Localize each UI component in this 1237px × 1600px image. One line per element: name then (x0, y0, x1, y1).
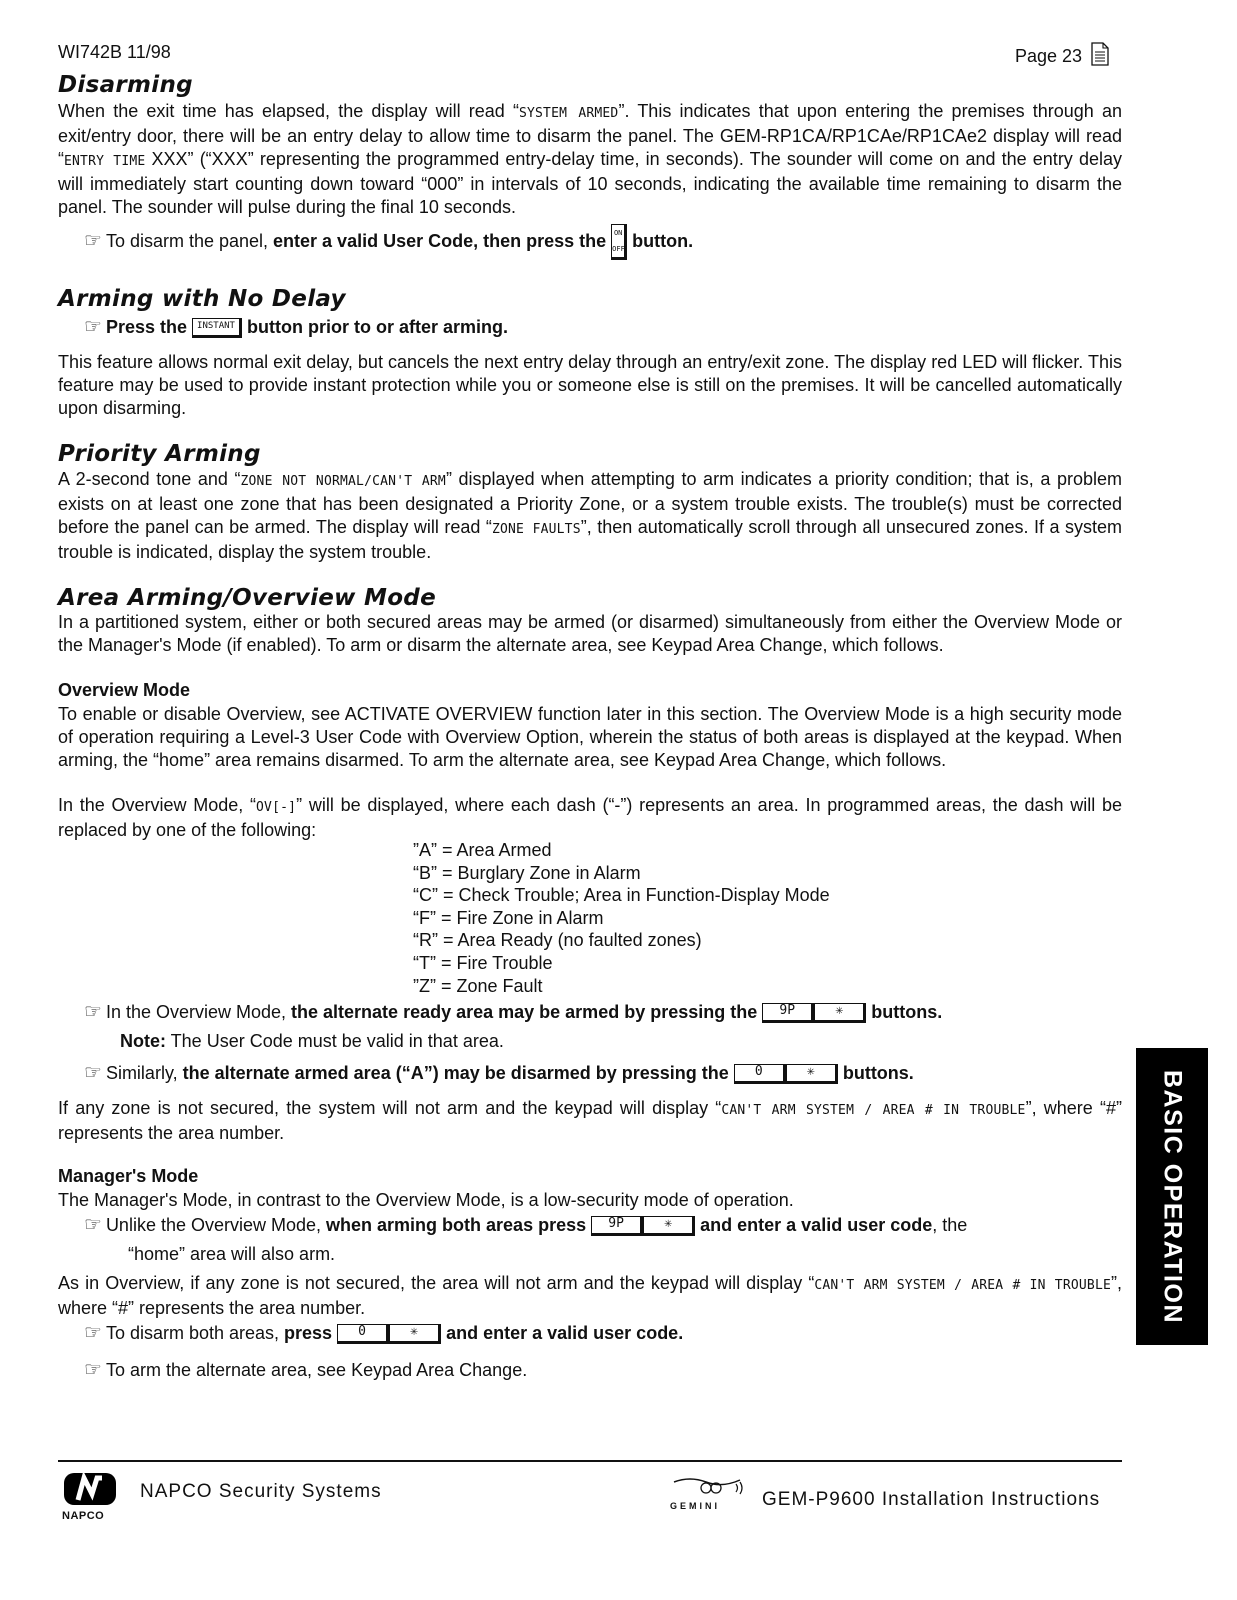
overview-note: Note: The User Code must be valid in that area. (120, 1031, 504, 1051)
manager-bullet-alternate: ☞ To arm the alternate area, see Keypad Area Change. (84, 1359, 528, 1381)
priority-paragraph: A 2-second tone and “ZONE NOT NORMAL/CAN'T ARM” displayed when attempting to arm indicates a priority condition; that is, a problem exists on at least one zone that has been designated a Priority Zone, or a system trouble exists. The trouble(s) must be corrected before the panel can be armed. The display will read “ZONE FAULTS”, then automatically scroll through all unsecured zones. If a system trouble is indicated, display the system trouble. (58, 469, 1122, 562)
area-title: Area Arming/Overview Mode (58, 585, 436, 611)
lcd-text: ZONE NOT NORMAL/CAN'T ARM (240, 474, 446, 489)
manager-title: Manager's Mode (58, 1166, 199, 1186)
manager-bullet-disarm: ☞ To disarm both areas, press 0 ✳ and enter a valid user code. (84, 1322, 684, 1344)
key-0: 0 (337, 1324, 389, 1344)
gemini-logo (670, 1476, 750, 1511)
priority-title: Priority Arming (58, 441, 261, 467)
overview-bullet-disarm: ☞ Similarly, the alternate armed area (“A”) may be disarmed by pressing the 0 ✳ buttons. (84, 1062, 914, 1084)
no-delay-title: Arming with No Delay (58, 286, 346, 312)
pointing-hand-icon: ☞ (84, 1359, 102, 1381)
napco-logo-icon (62, 1472, 118, 1506)
key-star: ✳ (786, 1064, 838, 1084)
overview-paragraph-3: If any zone is not secured, the system will not arm and the keypad will display “CAN'T ARM SYSTEM / AREA # IN TROUBLE”, where “#” represents the area number. (58, 1098, 1122, 1143)
lcd-text: CAN'T ARM SYSTEM / AREA # IN TROUBLE (721, 1103, 1026, 1118)
page-number-text: Page 23 (1015, 46, 1083, 66)
disarming-paragraph: When the exit time has elapsed, the display will read “SYSTEM ARMED”. This indicates that upon entering the premises through an exit/entry door, there will be an entry delay to allow time to disarm the panel. The GEM-RP1CA/RP1CAe/RP1CAe2 display will read “ENTRY TIME XXX” (“XXX” representing the programmed entry-delay time, in seconds). The sounder will come on and the entry delay will immediately start counting down toward “000” in intervals of 10 seconds, indicating the available time remaining to disarm the panel. The sounder will pulse during the final 10 seconds. (58, 101, 1122, 217)
overview-paragraph-2: In the Overview Mode, “OV[-]” will be displayed, where each dash (“-”) represents an area. In programmed areas, the dash will be replaced by one of the following: (58, 795, 1123, 840)
legend-item: ”Z” = Zone Fault (413, 975, 543, 996)
lcd-text: CAN'T ARM SYSTEM / AREA # IN TROUBLE (814, 1278, 1111, 1293)
pointing-hand-icon: ☞ (84, 1322, 102, 1344)
pointing-hand-icon: ☞ (84, 1001, 102, 1023)
pointing-hand-icon: ☞ (84, 316, 102, 338)
legend-item: ”A” = Area Armed (413, 840, 552, 860)
doc-id: WI742B 11/98 (58, 42, 171, 62)
no-delay-paragraph: This feature allows normal exit delay, but cancels the next entry delay through an entry/exit zone. The display red LED will flicker. This feature may be used to provide instant protection while you or someone else is still on the premises. It will be cancelled automatically upon disarming. (58, 352, 1122, 418)
overview-paragraph-1: To enable or disable Overview, see ACTIVATE OVERVIEW function later in this section. The Overview Mode is a high security mode of operation requiring a Level-3 User Code with Overview Option, wherein the status of both areas is displayed at the keypad. When arming, the “home” area remains disarmed. To arm the alternate area, see Keypad Area Change, which follows. (58, 704, 1122, 770)
overview-title: Overview Mode (58, 680, 191, 700)
key-9p: 9P (762, 1003, 814, 1023)
manager-paragraph-1: The Manager's Mode, in contrast to the Overview Mode, is a low-security mode of operation. (58, 1190, 794, 1210)
key-star: ✳ (814, 1003, 866, 1023)
disarming-bullet: ☞ To disarm the panel, enter a valid User Code, then press the ON OFF button. (84, 224, 693, 260)
lcd-text: ZONE FAULTS (491, 522, 581, 537)
disarming-title: Disarming (58, 72, 193, 98)
instant-key: INSTANT (192, 318, 242, 338)
gemini-logo-icon (670, 1476, 748, 1500)
key-0: 0 (734, 1064, 786, 1084)
legend-item: “T” = Fire Trouble (413, 952, 553, 973)
lcd-text: SYSTEM ARMED (518, 106, 619, 121)
pointing-hand-icon: ☞ (84, 229, 102, 252)
page-icon (1091, 42, 1109, 66)
legend-item: “C” = Check Trouble; Area in Function-Display Mode (413, 885, 830, 906)
no-delay-bullet: ☞ Press the INSTANT button prior to or after arming. (84, 316, 509, 338)
on-off-key: ON OFF (611, 224, 627, 260)
footer-rule (58, 1460, 1122, 1462)
lcd-text: OV[-] (256, 800, 297, 815)
napco-logo-text: NAPCO (62, 1510, 105, 1522)
pointing-hand-icon: ☞ (84, 1214, 102, 1236)
manager-bullet-arm-cont: “home” area will also arm. (128, 1244, 336, 1264)
lcd-text: ENTRY TIME (64, 154, 146, 169)
legend-item: “R” = Area Ready (no faulted zones) (413, 930, 702, 951)
footer-doc: GEM-P9600 Installation Instructions (762, 1489, 1101, 1510)
page-number (1015, 42, 1109, 67)
key-star: ✳ (389, 1324, 441, 1344)
napco-logo (62, 1472, 122, 1522)
legend-item: “B” = Burglary Zone in Alarm (413, 862, 641, 883)
overview-bullet-arm: ☞ In the Overview Mode, the alternate ready area may be armed by pressing the 9P ✳ buttons. (84, 1001, 943, 1023)
status-legend (413, 839, 830, 997)
area-paragraph: In a partitioned system, either or both secured areas may be armed (or disarmed) simultaneously from either the Overview Mode or the Manager's Mode (if enabled). To arm or disarm the alternate area, see Keypad Area Change, which follows. (58, 612, 1122, 655)
key-star: ✳ (643, 1216, 695, 1236)
manager-paragraph-2: As in Overview, if any zone is not secured, the area will not arm and the keypad will display “CAN'T ARM SYSTEM / AREA # IN TROUBLE”, where “#” represents the area number. (58, 1273, 1122, 1318)
legend-item: “F” = Fire Zone in Alarm (413, 907, 604, 928)
pointing-hand-icon: ☞ (84, 1062, 102, 1084)
key-9p: 9P (591, 1216, 643, 1236)
section-side-tab (1136, 1048, 1208, 1345)
side-tab-label: BASIC OPERATION (1158, 1069, 1187, 1324)
manager-bullet-arm: ☞ Unlike the Overview Mode, when arming both areas press 9P ✳ and enter a valid user code, the (84, 1214, 968, 1236)
footer-company: NAPCO Security Systems (140, 1481, 382, 1502)
gemini-logo-text: GEMINI (670, 1501, 721, 1511)
